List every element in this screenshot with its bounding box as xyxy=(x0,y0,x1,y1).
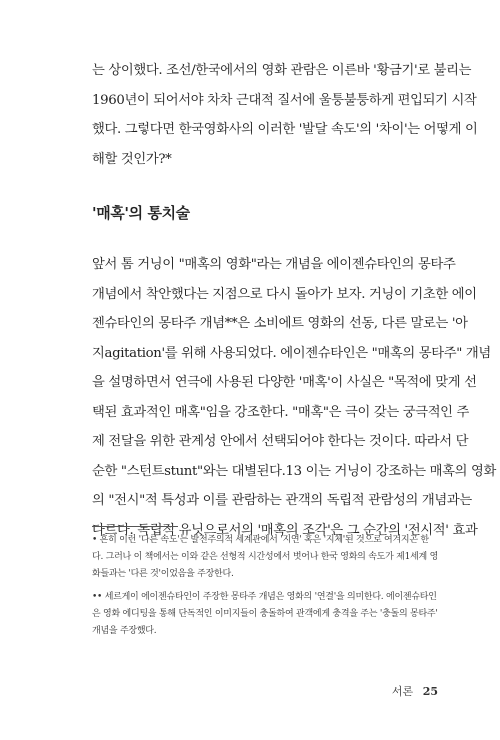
footnote-1 xyxy=(92,532,444,583)
footnotes xyxy=(92,532,444,640)
text-line: 지agitation'를 위해 사용되었다. 에이젠슈타인은 "매혹의 몽타주" 개념 xyxy=(92,345,491,361)
text-line: 젠슈타인의 몽타주 개념**은 소비에트 영화의 선동, 다른 말로는 '아 xyxy=(92,316,468,331)
footnote-line: • 흔히 이런 '다른 속도'는 발전주의적 세계관에서 '지연' 혹은 '지체'된 것으로 여겨지곤 한 xyxy=(92,535,429,545)
footnote-line: •• 세르게이 에이젠슈타인이 주장한 몽타주 개념은 영화의 '연결'을 의미한다. 에이젠슈타인 xyxy=(92,592,437,602)
text-line: 택된 효과적인 매혹"임을 강조한다. "매혹"은 극이 갖는 궁극적인 주 xyxy=(92,404,470,420)
text-line: 는 상이했다. 조선/한국에서의 영화 관람은 이른바 '황금기'로 불리는 xyxy=(92,63,472,78)
footnote-2 xyxy=(92,589,444,640)
text-line: 해할 것인가?* xyxy=(92,151,172,167)
text-line: 개념에서 착안했다는 지점으로 다시 돌아가 보자. 거닝이 기초한 에이 xyxy=(92,286,477,302)
footnote-line: 화들과는 '다른 것'이었음을 주장한다. xyxy=(92,569,234,579)
intro-paragraph xyxy=(92,56,478,174)
section-heading: '매혹'의 통치술 xyxy=(92,204,190,222)
footnote-line: 은 영화 에디팅을 통해 단독적인 이미지들이 충돌하여 관객에게 충격을 주는 '충돌의 몽타주' xyxy=(92,609,438,619)
text-line: 제 전달을 위한 관계성 안에서 선택되어야 한다는 것이다. 따라서 단 xyxy=(92,434,469,449)
footnote-line: 다. 그러나 이 책에서는 이와 같은 선형적 시간성에서 벗어나 한국 영화의 속도가 제1세계 영 xyxy=(92,552,439,562)
page-footer xyxy=(392,683,438,699)
text-line: 다르다. 독립적 유닛으로서의 '매혹의 조각'은 그 순간의 '전시적' 효과 xyxy=(92,522,478,538)
text-line: 했다. 그렇다면 한국영화사의 이러한 '발달 속도'의 '차이'는 어떻게 이 xyxy=(92,122,478,137)
body-paragraph xyxy=(92,250,497,545)
text-line: 을 설명하면서 연극에 사용된 다양한 '매혹'이 사실은 "목적에 맞게 선 xyxy=(92,375,477,390)
running-footer-section: 서론 xyxy=(391,685,414,698)
text-line: 1960년이 되어서야 차차 근대적 질서에 울퉁불퉁하게 편입되기 시작 xyxy=(92,92,477,108)
text-line: 앞서 톰 거닝이 "매혹의 영화"라는 개념을 에이젠슈타인의 몽타주 xyxy=(92,257,456,272)
footnote-divider xyxy=(92,526,178,527)
text-line: 순한 "스턴트stunt"와는 대별된다.13 이는 거닝이 강조하는 매혹의 영화 xyxy=(92,463,497,479)
page-number: 25 xyxy=(422,685,438,698)
footnote-line: 개념을 주장했다. xyxy=(92,626,157,636)
text-line: 의 "전시"적 특성과 이를 관람하는 관객의 독립적 관람성의 개념과는 xyxy=(92,493,472,508)
